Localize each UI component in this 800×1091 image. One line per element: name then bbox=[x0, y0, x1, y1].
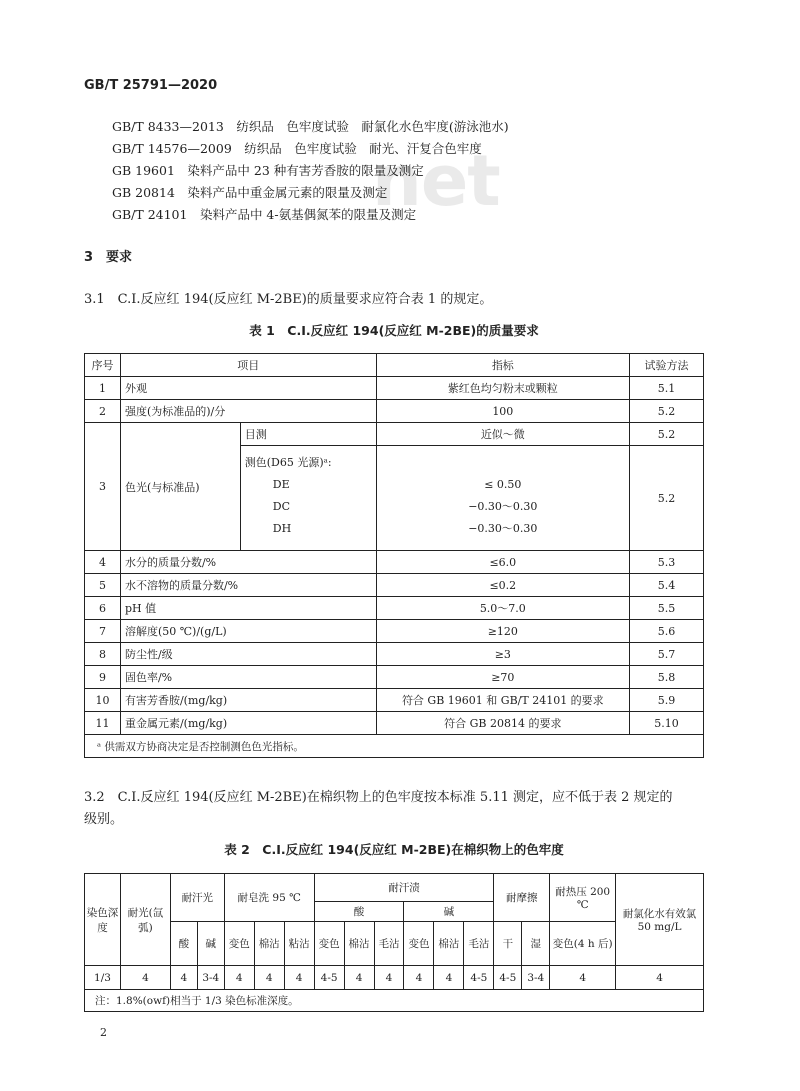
row-item: 水不溶物的质量分数/% bbox=[120, 574, 376, 597]
table2-note-row bbox=[85, 990, 704, 1012]
header-hotpress-change: 变色(4 h 后) bbox=[550, 922, 616, 966]
color-fastness-table bbox=[84, 873, 704, 1012]
header-soap-change: 变色 bbox=[224, 922, 254, 966]
de-label: DE bbox=[272, 478, 290, 491]
header-perspiration-light: 耐汗光 bbox=[170, 874, 224, 922]
row-index: ≥70 bbox=[376, 666, 630, 689]
row-no: 9 bbox=[85, 666, 121, 689]
row-method: 5.6 bbox=[630, 620, 704, 643]
row-item: 水分的质量分数/% bbox=[120, 551, 376, 574]
row-index: ≤0.2 bbox=[376, 574, 630, 597]
row-no: 8 bbox=[85, 643, 121, 666]
quality-requirements-table bbox=[84, 353, 704, 758]
row-item: 外观 bbox=[120, 377, 376, 400]
page-number: 2 bbox=[100, 1026, 107, 1039]
cell-alkali-wool: 4-5 bbox=[464, 966, 494, 990]
row-method: 5.4 bbox=[630, 574, 704, 597]
header-pl-alkali: 碱 bbox=[197, 922, 224, 966]
row-method: 5.1 bbox=[630, 377, 704, 400]
table-row bbox=[85, 551, 704, 574]
header-alkali-wool: 毛沾 bbox=[464, 922, 494, 966]
row-no: 7 bbox=[85, 620, 121, 643]
header-acid-change: 变色 bbox=[314, 922, 344, 966]
cell-rub-wet: 3-4 bbox=[522, 966, 550, 990]
header-perspiration: 耐汗渍 bbox=[314, 874, 494, 902]
header-hot-pressing: 耐热压 200 ℃ bbox=[550, 874, 616, 922]
row-method: 5.8 bbox=[630, 666, 704, 689]
row-item: 色光(与标准品) bbox=[120, 423, 240, 551]
cell-pl-alkali: 3-4 bbox=[197, 966, 224, 990]
shade-instrument-cell bbox=[240, 446, 376, 551]
header-perspiration-alkali: 碱 bbox=[404, 902, 494, 922]
header-rubbing: 耐摩擦 bbox=[494, 874, 550, 922]
cell-light: 4 bbox=[120, 966, 170, 990]
header-rub-dry: 干 bbox=[494, 922, 522, 966]
header-perspiration-acid: 酸 bbox=[314, 902, 404, 922]
de-value: ≤ 0.50 bbox=[484, 478, 522, 491]
cell-hotpress: 4 bbox=[550, 966, 616, 990]
reference-1: GB/T 8433—2013 纺织品 色牢度试验 耐氯化水色牢度(游泳池水) bbox=[112, 119, 509, 134]
watermark: net bbox=[372, 140, 500, 222]
table-row bbox=[85, 966, 704, 990]
header-light: 耐光(氙弧) bbox=[120, 874, 170, 966]
section-3-title: 3 要求 bbox=[84, 250, 133, 265]
row-item: 重金属元素/(mg/kg) bbox=[120, 712, 376, 735]
clause-3-2-line2: 级别。 bbox=[84, 812, 124, 827]
dh-value: −0.30～0.30 bbox=[468, 522, 538, 535]
table-row-shade-visual bbox=[85, 423, 704, 446]
row-index: 紫红色均匀粉末或颗粒 bbox=[376, 377, 630, 400]
row-no: 6 bbox=[85, 597, 121, 620]
table2-header-row-1 bbox=[85, 874, 704, 902]
header-soap-viscose: 粘沾 bbox=[284, 922, 314, 966]
shade-instrument-method: 5.2 bbox=[630, 446, 704, 551]
cell-chlorine: 4 bbox=[616, 966, 704, 990]
row-item: 防尘性/级 bbox=[120, 643, 376, 666]
header-acid-cotton: 棉沾 bbox=[344, 922, 374, 966]
table-row bbox=[85, 712, 704, 735]
cell-alkali-change: 4 bbox=[404, 966, 434, 990]
row-no: 10 bbox=[85, 689, 121, 712]
table2-caption: 表 2 C.I.反应红 194(反应红 M-2BE)在棉织物上的色牢度 bbox=[224, 842, 564, 857]
row-no: 1 bbox=[85, 377, 121, 400]
row-item: 固色率/% bbox=[120, 666, 376, 689]
clause-3-1: 3.1 C.I.反应红 194(反应红 M-2BE)的质量要求应符合表 1 的规定。 bbox=[84, 292, 493, 307]
table2-header-row-3 bbox=[85, 922, 704, 966]
header-soaping: 耐皂洗 95 ℃ bbox=[224, 874, 314, 922]
row-index: 符合 GB 20814 的要求 bbox=[376, 712, 630, 735]
cell-acid-cotton: 4 bbox=[344, 966, 374, 990]
table2-note: 注：1.8%(owf)相当于 1/3 染色标准深度。 bbox=[85, 990, 704, 1012]
table-row bbox=[85, 689, 704, 712]
row-item: 有害芳香胺/(mg/kg) bbox=[120, 689, 376, 712]
row-item: 强度(为标准品的)/分 bbox=[120, 400, 376, 423]
header-pl-acid: 酸 bbox=[170, 922, 197, 966]
reference-5: GB/T 24101 染料产品中 4-氨基偶氮苯的限量及测定 bbox=[112, 207, 417, 222]
row-no: 2 bbox=[85, 400, 121, 423]
table1-footnote: ᵃ 供需双方协商决定是否控制测色色光指标。 bbox=[85, 735, 704, 758]
row-index: ≤6.0 bbox=[376, 551, 630, 574]
row-index: 100 bbox=[376, 400, 630, 423]
header-alkali-change: 变色 bbox=[404, 922, 434, 966]
table-row bbox=[85, 574, 704, 597]
cell-pl-acid: 4 bbox=[170, 966, 197, 990]
header-method: 试验方法 bbox=[630, 354, 704, 377]
row-method: 5.10 bbox=[630, 712, 704, 735]
table-row bbox=[85, 597, 704, 620]
header-chlorinated-water: 耐氯化水有效氯 50 mg/L bbox=[616, 874, 704, 966]
row-method: 5.9 bbox=[630, 689, 704, 712]
table-row bbox=[85, 666, 704, 689]
row-index: 符合 GB 19601 和 GB/T 24101 的要求 bbox=[376, 689, 630, 712]
row-no: 11 bbox=[85, 712, 121, 735]
dc-label: DC bbox=[272, 500, 290, 513]
row-method: 5.7 bbox=[630, 643, 704, 666]
table1-header-row bbox=[85, 354, 704, 377]
reference-2: GB/T 14576—2009 纺织品 色牢度试验 耐光、汗复合色牢度 bbox=[112, 141, 482, 156]
header-soap-cotton: 棉沾 bbox=[254, 922, 284, 966]
row-method: 5.3 bbox=[630, 551, 704, 574]
dc-value: −0.30～0.30 bbox=[468, 500, 538, 513]
cell-soap-viscose: 4 bbox=[284, 966, 314, 990]
clause-3-2-line1: 3.2 C.I.反应红 194(反应红 M-2BE)在棉织物上的色牢度按本标准 5.11 测定，应不低于表 2 规定的 bbox=[84, 790, 673, 805]
row-index: 5.0～7.0 bbox=[376, 597, 630, 620]
table-row bbox=[85, 643, 704, 666]
header-alkali-cotton: 棉沾 bbox=[434, 922, 464, 966]
header-acid-wool: 毛沾 bbox=[374, 922, 404, 966]
reference-4: GB 20814 染料产品中重金属元素的限量及测定 bbox=[112, 185, 388, 200]
shade-visual-index: 近似～微 bbox=[376, 423, 630, 446]
table-row bbox=[85, 400, 704, 423]
row-index: ≥3 bbox=[376, 643, 630, 666]
row-no: 3 bbox=[85, 423, 121, 551]
header-item: 项目 bbox=[120, 354, 376, 377]
cell-acid-wool: 4 bbox=[374, 966, 404, 990]
cell-soap-cotton: 4 bbox=[254, 966, 284, 990]
row-item: pH 值 bbox=[120, 597, 376, 620]
header-depth: 染色深度 bbox=[85, 874, 121, 966]
cell-acid-change: 4-5 bbox=[314, 966, 344, 990]
table-row bbox=[85, 377, 704, 400]
table1-caption: 表 1 C.I.反应红 194(反应红 M-2BE)的质量要求 bbox=[249, 323, 539, 338]
dh-label: DH bbox=[272, 522, 292, 535]
header-index: 指标 bbox=[376, 354, 630, 377]
reference-3: GB 19601 染料产品中 23 种有害芳香胺的限量及测定 bbox=[112, 163, 424, 178]
shade-instrument-label: 测色(D65 光源)ᵃ: bbox=[244, 456, 332, 469]
row-method: 5.5 bbox=[630, 597, 704, 620]
standard-header: GB/T 25791—2020 bbox=[84, 78, 218, 93]
header-rub-wet: 湿 bbox=[522, 922, 550, 966]
shade-visual-label: 目测 bbox=[240, 423, 376, 446]
row-item: 溶解度(50 ℃)/(g/L) bbox=[120, 620, 376, 643]
cell-depth: 1/3 bbox=[85, 966, 121, 990]
table-row bbox=[85, 620, 704, 643]
row-method: 5.2 bbox=[630, 400, 704, 423]
cell-soap-change: 4 bbox=[224, 966, 254, 990]
header-no: 序号 bbox=[85, 354, 121, 377]
shade-instrument-values bbox=[376, 446, 630, 551]
row-no: 4 bbox=[85, 551, 121, 574]
cell-alkali-cotton: 4 bbox=[434, 966, 464, 990]
row-index: ≥120 bbox=[376, 620, 630, 643]
shade-visual-method: 5.2 bbox=[630, 423, 704, 446]
table1-footnote-row bbox=[85, 735, 704, 758]
row-no: 5 bbox=[85, 574, 121, 597]
cell-rub-dry: 4-5 bbox=[494, 966, 522, 990]
